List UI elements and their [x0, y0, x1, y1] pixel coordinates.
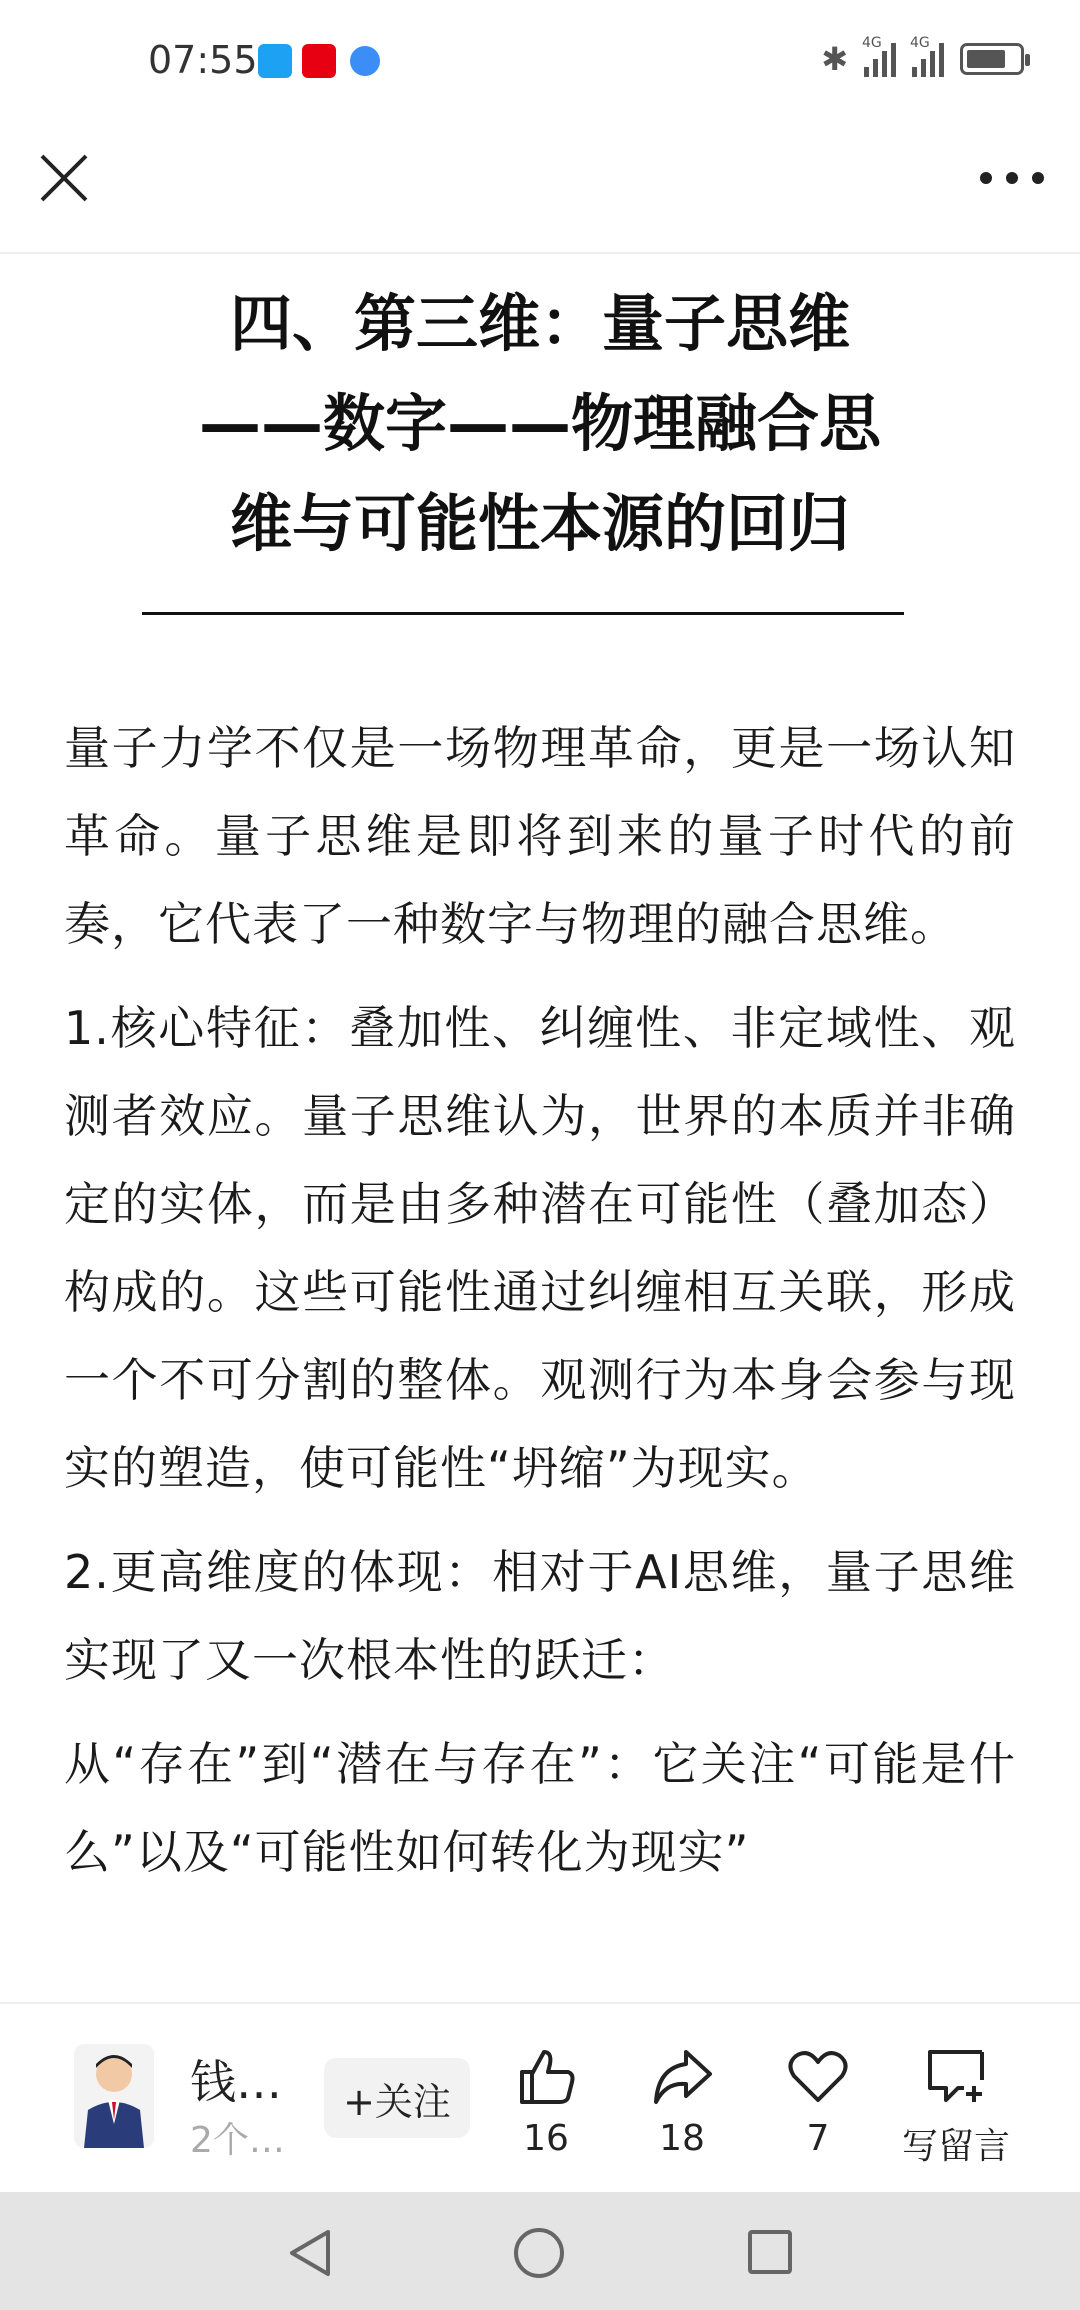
avatar[interactable]	[74, 2044, 154, 2148]
status-time: 07:55	[148, 38, 258, 82]
red-app-icon	[302, 44, 336, 78]
bluetooth-icon: ✱	[821, 40, 848, 78]
title-line: ——数字——物理融合思	[198, 387, 881, 460]
like-button[interactable]	[486, 2044, 606, 2159]
share-count: 18	[659, 2118, 705, 2159]
search-app-icon	[258, 44, 292, 78]
more-dots-icon[interactable]	[980, 160, 1044, 196]
action-bar	[0, 2002, 1080, 2192]
back-icon[interactable]	[286, 2228, 334, 2282]
top-nav	[0, 120, 1080, 254]
globe-app-icon	[350, 46, 380, 76]
close-icon[interactable]	[36, 150, 92, 206]
signal-icon	[910, 35, 944, 77]
author-subtitle: 2个…	[190, 2120, 285, 2161]
share-button[interactable]	[622, 2044, 742, 2159]
write-comment-button[interactable]	[894, 2044, 1018, 2169]
write-comment-label: 写留言	[901, 2126, 1010, 2167]
comment-add-icon	[924, 2044, 988, 2108]
article-title	[0, 274, 1080, 574]
signal-icon	[862, 35, 896, 77]
like-count: 16	[523, 2118, 569, 2159]
system-nav-bar	[0, 2192, 1080, 2310]
follow-button[interactable]: +关注	[324, 2058, 470, 2138]
paragraph: 1.核心特征：叠加性、纠缠性、非定域性、观测者效应。量子思维认为，世界的本质并非确定的实体，而是由多种潜在可能性（叠加态）构成的。这些可能性通过纠缠相互关联，形成一个不可分割的整体。观测行为本身会参与现实的塑造，使可能性“坍缩”为现实。	[64, 1001, 1016, 1495]
article	[0, 254, 1080, 2002]
share-arrow-icon	[650, 2044, 714, 2108]
paragraph: 2.更高维度的体现：相对于AI思维，量子思维实现了又一次根本性的跃迁：	[64, 1545, 1016, 1687]
article-body	[64, 704, 1016, 1912]
home-icon[interactable]	[514, 2228, 564, 2278]
favorite-count: 7	[806, 2118, 830, 2159]
favorite-button[interactable]	[758, 2044, 878, 2159]
title-line: 维与可能性本源的回归	[229, 487, 850, 560]
recent-apps-icon[interactable]	[748, 2230, 792, 2274]
battery-fill	[967, 50, 1005, 68]
author-name[interactable]: 钱…	[190, 2055, 282, 2109]
paragraph: 量子力学不仅是一场物理革命，更是一场认知革命。量子思维是即将到来的量子时代的前奏，它代表了一种数字与物理的融合思维。	[64, 721, 1016, 951]
status-icons	[821, 35, 1024, 78]
paragraph: 从“存在”到“潜在与存在”：它关注“可能是什么”以及“可能性如何转化为现实”	[64, 1737, 1016, 1879]
title-line: 四、第三维：量子思维	[229, 287, 850, 360]
network-label: 4G	[910, 35, 930, 51]
battery-icon	[960, 43, 1024, 75]
status-bar	[0, 0, 1080, 120]
network-label: 4G	[862, 35, 882, 51]
thumbs-up-icon	[514, 2044, 578, 2108]
title-divider	[142, 612, 904, 615]
heart-icon	[786, 2044, 850, 2108]
